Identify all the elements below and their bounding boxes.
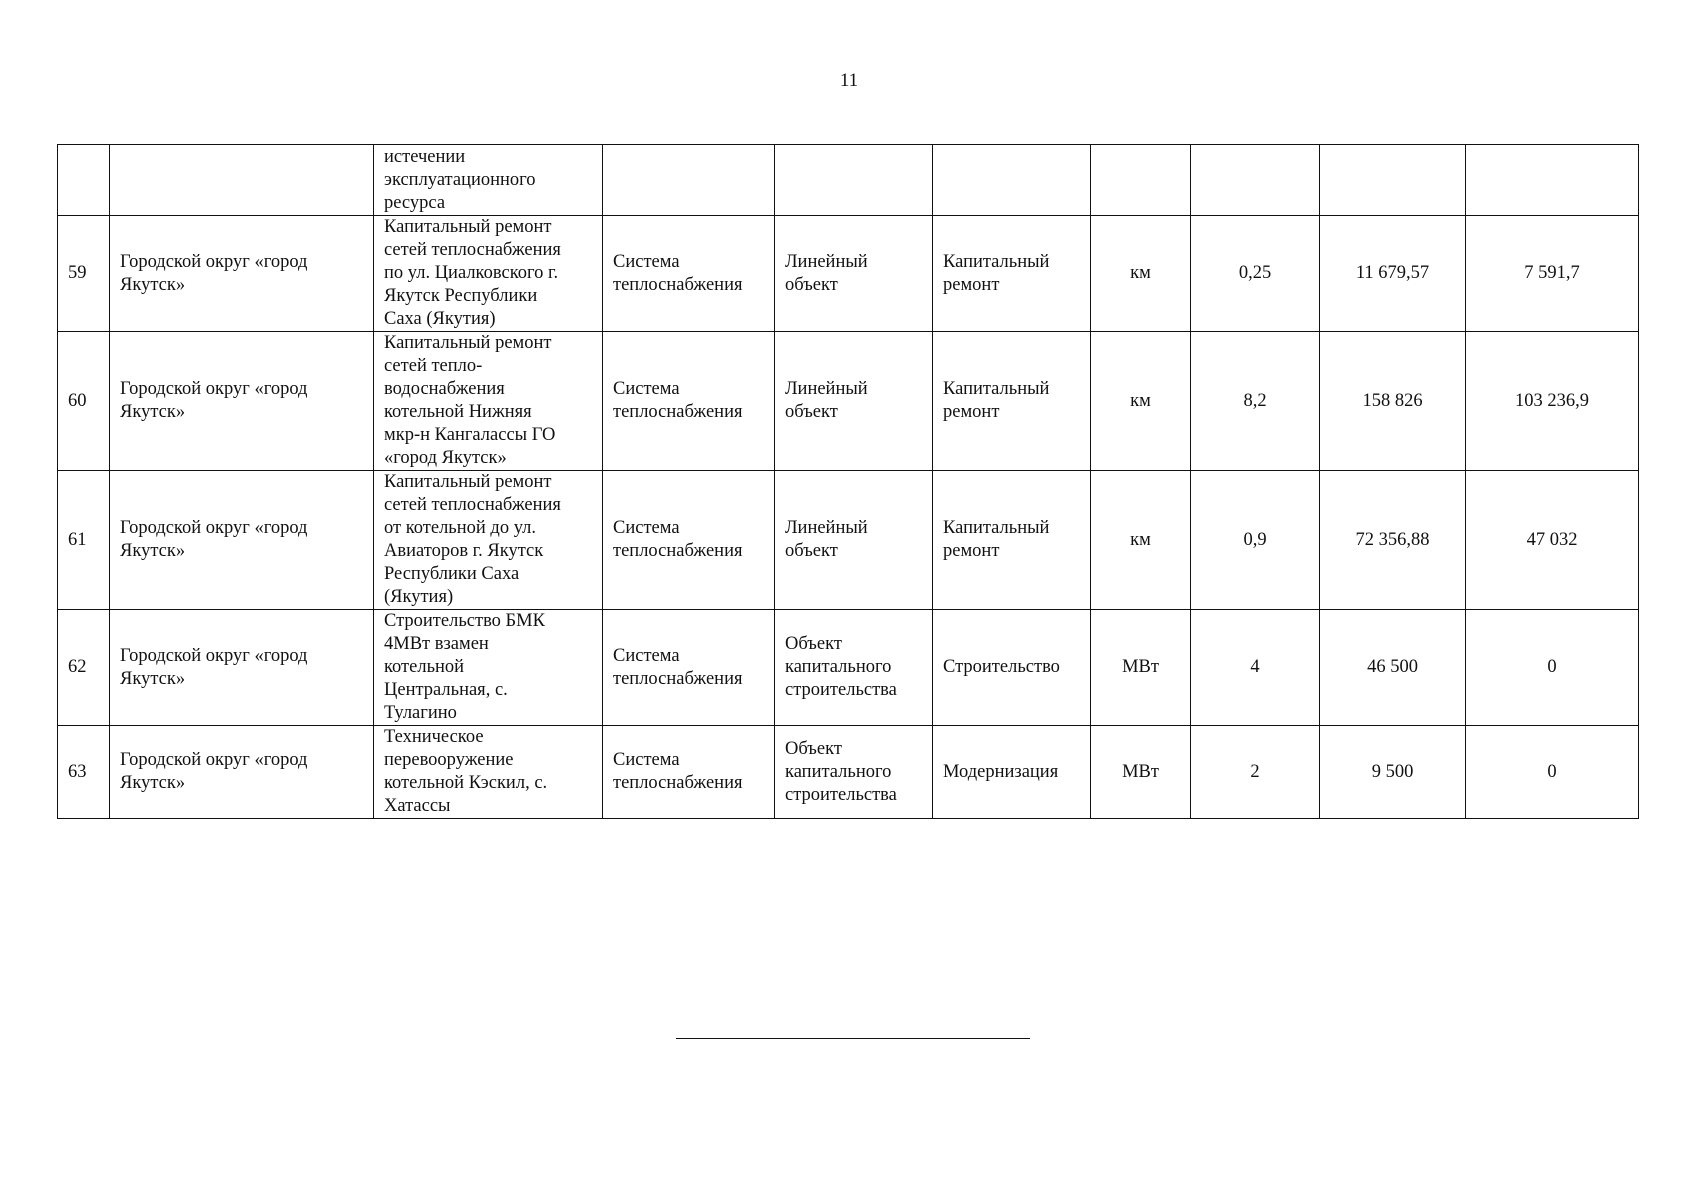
name-line: (Якутия) [384, 587, 454, 607]
cell-municipality [110, 471, 374, 610]
system-line: теплоснабжения [613, 402, 743, 422]
municipality-line: Якутск» [120, 668, 186, 689]
cell-system [603, 216, 775, 332]
system-line: теплоснабжения [613, 668, 743, 689]
work-type-line: Строительство [943, 657, 1060, 677]
object-type-line: Объект [785, 738, 842, 759]
object-type-line: строительства [785, 784, 897, 805]
municipality-line: Городской округ «город [120, 518, 308, 538]
system-line: теплоснабжения [613, 541, 743, 561]
cell-total-cost: 46 500 [1320, 610, 1466, 726]
name-line: по ул. Циалковского г. [384, 263, 559, 283]
table-row-continued [58, 145, 1639, 216]
system-line: Система [613, 379, 680, 399]
name-line: перевооружение [384, 750, 514, 770]
cell-num: 62 [58, 610, 110, 726]
cell-funding: 0 [1466, 610, 1639, 726]
system-line: Система [613, 750, 680, 770]
page-number: 11 [839, 70, 859, 91]
cell-capacity: 8,2 [1191, 332, 1320, 471]
name-line: котельной Кэскил, с. [384, 773, 548, 793]
cell-municipality [110, 610, 374, 726]
name-line: мкр-н Кангалассы ГО [384, 425, 556, 445]
cell-funding: 47 032 [1466, 471, 1639, 610]
object-type-line: объект [785, 274, 838, 295]
table-row [58, 332, 1639, 471]
system-line: Система [613, 518, 680, 538]
name-line: от котельной до ул. [384, 518, 536, 538]
name-line: Капитальный ремонт [384, 333, 552, 353]
name-line: котельной Нижняя [384, 402, 532, 422]
work-type-line: ремонт [943, 402, 1000, 422]
system-line: теплоснабжения [613, 274, 743, 295]
system-line: теплоснабжения [613, 773, 743, 793]
cell-unit: км [1091, 216, 1191, 332]
cell-work-type [933, 216, 1091, 332]
object-type-line: капитального [785, 761, 892, 782]
cell-object-type [775, 216, 933, 332]
name-line: Авиаторов г. Якутск [384, 541, 544, 561]
table-body [58, 145, 1639, 819]
name-line: сетей теплоснабжения [384, 495, 561, 515]
cell-work-type [933, 726, 1091, 819]
cell-object-type [775, 610, 933, 726]
name-line: Капитальный ремонт [384, 472, 552, 492]
object-type-line: объект [785, 402, 838, 422]
cell-funding: 7 591,7 [1466, 216, 1639, 332]
name-line: котельной [384, 657, 465, 677]
name-line: 4МВт взамен [384, 634, 489, 654]
work-type-line: Капитальный [943, 379, 1050, 399]
municipality-line: Якутск» [120, 541, 186, 561]
object-type-line: Линейный [785, 379, 868, 399]
cell-object-type [775, 726, 933, 819]
municipality-line: Якутск» [120, 274, 186, 295]
cell-project-name [374, 610, 603, 726]
cell-object-type [775, 145, 933, 216]
cell-work-type [933, 471, 1091, 610]
cell-funding: 103 236,9 [1466, 332, 1639, 471]
cell-num: 59 [58, 216, 110, 332]
object-type-line: Линейный [785, 518, 868, 538]
cell-total-cost [1320, 145, 1466, 216]
cell-capacity: 0,25 [1191, 216, 1320, 332]
projects-table [57, 144, 1639, 819]
municipality-line: Якутск» [120, 402, 186, 422]
cell-num: 60 [58, 332, 110, 471]
cell-num [58, 145, 110, 216]
municipality-line: Городской округ «город [120, 645, 308, 666]
cell-total-cost: 72 356,88 [1320, 471, 1466, 610]
cell-municipality [110, 216, 374, 332]
cell-project-name [374, 332, 603, 471]
cell-municipality [110, 726, 374, 819]
object-type-line: капитального [785, 657, 892, 677]
cell-funding [1466, 145, 1639, 216]
name-line: эксплуатационного [384, 169, 536, 190]
work-type-line: Капитальный [943, 251, 1050, 272]
cell-project-name [374, 726, 603, 819]
cell-project-name [374, 471, 603, 610]
cell-system [603, 726, 775, 819]
cell-total-cost: 9 500 [1320, 726, 1466, 819]
name-line: сетей теплоснабжения [384, 240, 561, 260]
name-line: Хатассы [384, 796, 451, 816]
name-line: Тулагино [384, 703, 457, 723]
cell-num: 61 [58, 471, 110, 610]
cell-capacity [1191, 145, 1320, 216]
cell-capacity: 2 [1191, 726, 1320, 819]
object-type-line: строительства [785, 680, 897, 700]
name-line: Республики Саха [384, 564, 520, 584]
object-type-line: Объект [785, 634, 842, 654]
system-line: Система [613, 645, 680, 666]
cell-work-type [933, 332, 1091, 471]
municipality-line: Городской округ «город [120, 750, 308, 770]
cell-municipality [110, 145, 374, 216]
system-line: Система [613, 251, 680, 272]
cell-unit: км [1091, 332, 1191, 471]
cell-system [603, 332, 775, 471]
name-line: истечении [384, 146, 466, 167]
cell-capacity: 0,9 [1191, 471, 1320, 610]
end-of-document-rule [676, 1038, 1030, 1039]
cell-object-type [775, 471, 933, 610]
table-row [58, 471, 1639, 610]
name-line: Техническое [384, 727, 484, 747]
cell-work-type [933, 145, 1091, 216]
work-type-line: ремонт [943, 274, 1000, 295]
name-line: Капитальный ремонт [384, 217, 552, 237]
cell-total-cost: 158 826 [1320, 332, 1466, 471]
cell-municipality [110, 332, 374, 471]
name-line: Строительство БМК [384, 611, 545, 631]
cell-object-type [775, 332, 933, 471]
cell-num: 63 [58, 726, 110, 819]
cell-funding: 0 [1466, 726, 1639, 819]
cell-system [603, 610, 775, 726]
table-row [58, 610, 1639, 726]
name-line: Саха (Якутия) [384, 309, 496, 329]
name-line: «город Якутск» [384, 448, 507, 468]
name-line: ресурса [384, 192, 446, 213]
object-type-line: Линейный [785, 251, 868, 272]
cell-project-name [374, 216, 603, 332]
table-row [58, 216, 1639, 332]
cell-work-type [933, 610, 1091, 726]
work-type-line: ремонт [943, 541, 1000, 561]
object-type-line: объект [785, 541, 838, 561]
cell-capacity: 4 [1191, 610, 1320, 726]
table-row [58, 726, 1639, 819]
municipality-line: Городской округ «город [120, 379, 308, 399]
cell-unit: МВт [1091, 610, 1191, 726]
name-line: сетей тепло- [384, 356, 483, 376]
name-line: Якутск Республики [384, 286, 538, 306]
cell-project-name [374, 145, 603, 216]
name-line: водоснабжения [384, 379, 505, 399]
cell-unit: км [1091, 471, 1191, 610]
municipality-line: Городской округ «город [120, 251, 308, 272]
work-type-line: Капитальный [943, 518, 1050, 538]
cell-unit [1091, 145, 1191, 216]
work-type-line: Модернизация [943, 761, 1059, 782]
name-line: Центральная, с. [384, 680, 508, 700]
cell-total-cost: 11 679,57 [1320, 216, 1466, 332]
cell-unit: МВт [1091, 726, 1191, 819]
cell-system [603, 471, 775, 610]
municipality-line: Якутск» [120, 773, 186, 793]
cell-system [603, 145, 775, 216]
